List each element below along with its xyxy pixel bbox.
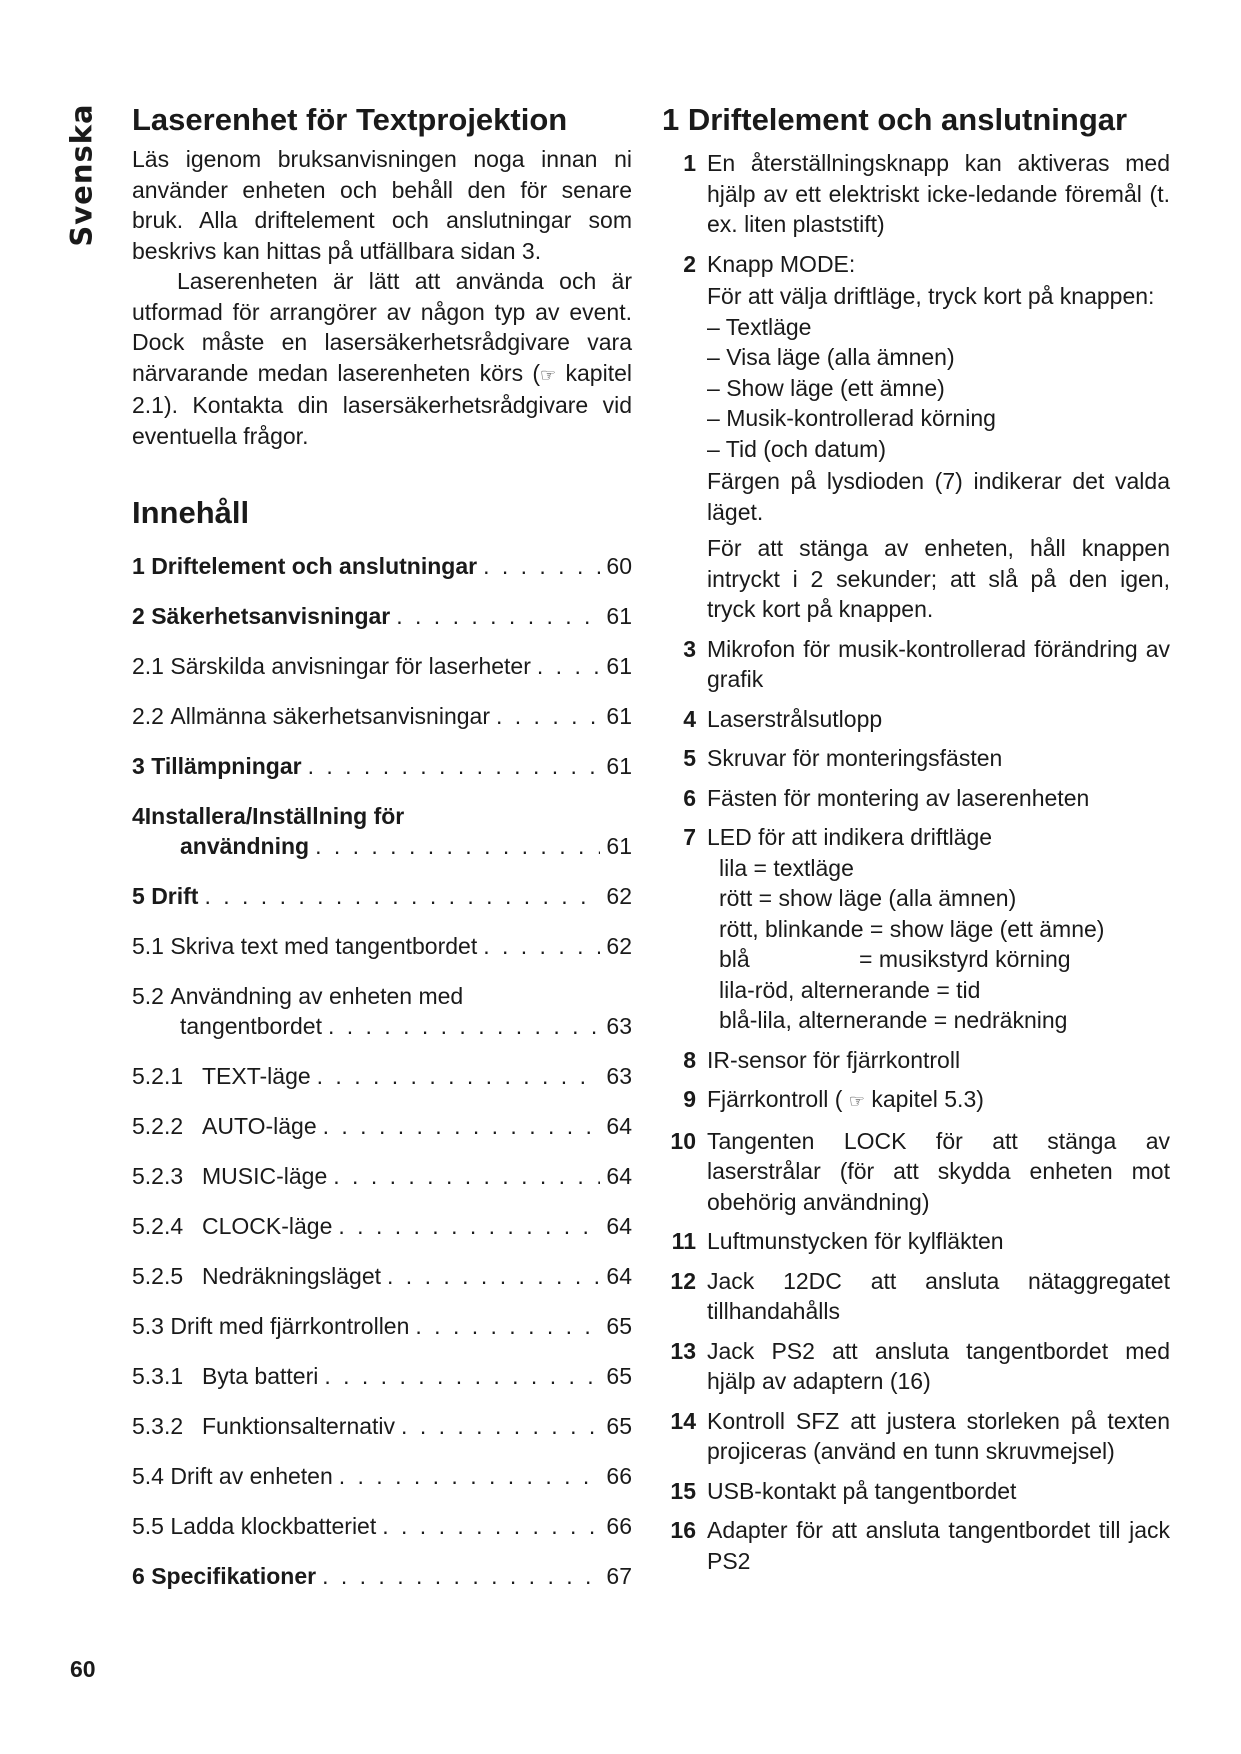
toc-entry-label: Nedräkningsläget (202, 1263, 382, 1289)
toc-leader-dots (483, 551, 600, 581)
toc-entry[interactable] (132, 551, 632, 581)
item-number: 2 (683, 250, 696, 277)
table-of-contents (132, 551, 632, 1591)
item-text: En återställningsknapp kan aktiveras med hjälp av ett elektriskt icke-ledande föremål (t. ex. liten plaststift) (707, 150, 1170, 237)
toc-entry[interactable] (132, 1461, 632, 1491)
toc-entry-label: MUSIC-läge (202, 1163, 328, 1189)
toc-entry-page: 65 (606, 1413, 632, 1439)
list-item (662, 783, 1170, 814)
toc-entry-page: 64 (606, 1213, 632, 1239)
toc-entry-page: 61 (606, 833, 632, 859)
toc-entry-page: 61 (606, 653, 632, 679)
toc-entry[interactable] (132, 1161, 632, 1191)
toc-entry-label: Drift med fjärrkontrollen (170, 1313, 410, 1339)
toc-leader-dots (308, 751, 601, 781)
list-item (662, 1045, 1170, 1076)
toc-entry-label-continued: tangentbordet (180, 1013, 322, 1039)
toc-entry[interactable] (132, 701, 632, 731)
item-number: 12 (670, 1267, 696, 1294)
toc-entry-number: 3 (132, 753, 145, 779)
toc-entry[interactable] (132, 1261, 632, 1291)
item-text: Jack PS2 att ansluta tangentbordet med hjälp av adaptern (16) (707, 1337, 1170, 1394)
pointing-hand-icon: ☞ (540, 364, 557, 385)
item-subtext: Färgen på lysdioden (7) indikerar det valda läget. (707, 468, 1170, 525)
item-text (707, 1084, 1170, 1117)
toc-leader-dots (382, 1511, 600, 1541)
toc-leader-dots (204, 881, 600, 911)
toc-entry-number: 5.2.1 (132, 1063, 184, 1089)
left-column (132, 100, 632, 1611)
mode-option: – Tid (och datum) (707, 434, 1170, 465)
item-number: 15 (670, 1477, 696, 1504)
led-legend (707, 853, 1170, 1036)
list-item (662, 1476, 1170, 1507)
toc-entry-page: 60 (606, 553, 632, 579)
toc-entry-number: 2.1 (132, 653, 164, 679)
toc-entry[interactable] (132, 801, 632, 861)
item-text: Jack 12DC att ansluta nätaggregatet tillhandahålls (707, 1267, 1170, 1324)
toc-entry-label: Skriva text med tangentbordet (170, 933, 478, 959)
toc-entry-label: Driftelement och anslutningar (151, 553, 478, 579)
language-tab (52, 100, 112, 250)
mode-option: – Musik-kontrollerad körning (707, 403, 1170, 434)
toc-entry-label-continued: användning (180, 833, 310, 859)
toc-entry-number: 5 (132, 883, 145, 909)
toc-entry[interactable] (132, 1411, 632, 1441)
toc-entry[interactable] (132, 751, 632, 781)
toc-entry-page: 64 (606, 1263, 632, 1289)
toc-leader-dots (401, 1411, 600, 1441)
item-number: 13 (670, 1337, 696, 1364)
item-text: Skruvar för monteringsfästen (707, 745, 1003, 771)
right-column (662, 100, 1170, 1585)
toc-leader-dots (328, 1011, 600, 1041)
item-number: 9 (683, 1086, 696, 1112)
item-text: Kontroll SFZ att justera storleken på texten projiceras (använd en tunn skruvmejsel) (707, 1407, 1170, 1464)
toc-entry-page: 64 (606, 1163, 632, 1189)
toc-entry-page: 61 (606, 753, 632, 779)
toc-entry[interactable] (132, 1211, 632, 1241)
toc-leader-dots (324, 1361, 600, 1391)
toc-leader-dots (537, 651, 601, 681)
led-legend-row: blå-lila, alternerande = nedräkning (719, 1007, 1068, 1033)
toc-entry[interactable] (132, 1361, 632, 1391)
page-number: 60 (70, 1656, 96, 1682)
list-item (662, 704, 1170, 735)
toc-entry[interactable] (132, 1111, 632, 1141)
intro-paragraph-2-end: kapitel 2.1). Kontakta din lasersäkerhetsrådgivare vid eventuella frågor. (132, 359, 632, 449)
toc-entry[interactable] (132, 981, 632, 1041)
toc-entry-label: Användning av enheten med (170, 983, 464, 1009)
led-legend-row (719, 944, 1170, 975)
toc-entry-label: Ladda klockbatteriet (170, 1513, 377, 1539)
toc-entry-page: 63 (606, 1013, 632, 1039)
item-text-start: Fjärrkontroll ( (707, 1086, 849, 1112)
toc-leader-dots (317, 1061, 601, 1091)
list-item (662, 1266, 1170, 1327)
toc-entry-page: 66 (606, 1513, 632, 1539)
toc-entry[interactable] (132, 601, 632, 631)
toc-entry-label: AUTO-läge (202, 1113, 317, 1139)
led-legend-row: rött = show läge (alla ämnen) (719, 885, 1017, 911)
item-text: USB-kontakt på tangentbordet (707, 1477, 1017, 1504)
item-text: Adapter för att ansluta tangentbordet till jack PS2 (707, 1517, 1170, 1574)
toc-entry-page: 65 (606, 1363, 632, 1389)
toc-entry-number: 2.2 (132, 703, 164, 729)
toc-leader-dots (323, 1111, 601, 1141)
mode-option: – Textläge (707, 312, 1170, 343)
list-item (662, 1406, 1170, 1467)
toc-entry-number: 5.3 (132, 1313, 164, 1339)
toc-entry-label: TEXT-läge (202, 1063, 311, 1089)
list-item (662, 822, 1170, 1036)
item-text: Tangenten LOCK för att stänga av laserstrålar (för att skydda enheten mot obehörig användning) (707, 1127, 1170, 1215)
item-number: 5 (683, 745, 696, 771)
toc-entry-page: 62 (606, 933, 632, 959)
toc-entry-number: 5.5 (132, 1513, 164, 1539)
toc-entry-label: Säkerhetsanvisningar (151, 603, 391, 629)
toc-entry[interactable] (132, 651, 632, 681)
item-number: 16 (670, 1517, 696, 1543)
list-item (662, 249, 1170, 625)
item-number: 7 (683, 824, 696, 850)
list-item (662, 1515, 1170, 1576)
mode-list (707, 312, 1170, 465)
item-text-end: kapitel 5.3) (865, 1086, 984, 1112)
toc-entry[interactable] (132, 931, 632, 961)
item-text: Mikrofon för musik-kontrollerad förändring av grafik (707, 635, 1170, 692)
toc-entry-number: 2 (132, 603, 145, 629)
mode-option: – Show läge (ett ämne) (707, 373, 1170, 404)
toc-leader-dots (496, 701, 600, 731)
toc-leader-dots (339, 1461, 601, 1491)
toc-entry-label: Installera/Inställning för (144, 803, 405, 829)
pointing-hand-icon: ☞ (848, 1091, 865, 1111)
item-number: 3 (683, 635, 696, 662)
toc-entry-label: Drift (151, 883, 199, 909)
led-legend-row: lila = textläge (719, 854, 854, 881)
item-number: 11 (671, 1228, 696, 1254)
toc-entry-number: 5.4 (132, 1463, 164, 1489)
toc-leader-dots (322, 1561, 600, 1591)
toc-entry-number: 5.2.2 (132, 1113, 184, 1139)
item-subtext: För att stänga av enheten, håll knappen intryckt i 2 sekunder; att slå på den igen, tryck kort på knappen. (707, 535, 1170, 622)
toc-leader-dots (415, 1311, 600, 1341)
led-legend-row: rött, blinkande = show läge (ett ämne) (719, 915, 1105, 942)
toc-entry-number: 5.2 (132, 983, 164, 1009)
toc-entry-page: 61 (606, 703, 632, 729)
toc-entry-page: 64 (606, 1113, 632, 1139)
intro-paragraph-1: Läs igenom bruksanvisningen noga innan ni använder enheten och behåll den för senare bruk. Alla driftelement och anslutningar som beskrivs kan hittas på utfällbara sidan 3. (132, 146, 632, 264)
item-number: 4 (683, 705, 696, 732)
toc-entry-number: 5.3.1 (132, 1363, 184, 1389)
toc-leader-dots (387, 1261, 600, 1291)
list-item (662, 148, 1170, 240)
toc-entry[interactable] (132, 1561, 632, 1591)
toc-entry[interactable] (132, 1311, 632, 1341)
toc-entry-label: Specifikationer (151, 1563, 317, 1589)
toc-leader-dots (396, 601, 600, 631)
toc-entry-number: 5.2.4 (132, 1213, 184, 1239)
toc-leader-dots (483, 931, 600, 961)
toc-title: Innehåll (132, 495, 250, 530)
toc-entry[interactable] (132, 1061, 632, 1091)
item-text: LED för att indikera driftläge (707, 824, 993, 850)
list-item (662, 1226, 1170, 1257)
item-text: Luftmunstycken för kylfläkten (707, 1228, 1004, 1254)
toc-entry-page: 63 (606, 1063, 632, 1089)
toc-entry-number: 5.2.5 (132, 1263, 184, 1289)
toc-entry-number: 1 (132, 553, 145, 579)
toc-entry-number: 4 (132, 803, 145, 829)
toc-entry-number: 6 (132, 1563, 145, 1589)
language-label: Svenska (65, 103, 100, 247)
toc-entry-label: Särskilda anvisningar för laserheter (170, 653, 531, 679)
item-text: IR-sensor för fjärrkontroll (707, 1046, 961, 1073)
item-number: 14 (670, 1407, 696, 1434)
led-meaning: = musikstyrd körning (859, 946, 1071, 972)
toc-entry-page: 66 (606, 1463, 632, 1489)
intro-paragraph-2-start: Laserenheten är lätt att använda och är utformad för arrangörer av någon typ av event. Dock måste en lasersäkerhetsrådgivare vara närvarande medan laserenheten körs ( (132, 268, 632, 386)
toc-leader-dots (315, 831, 600, 861)
list-item (662, 1084, 1170, 1117)
toc-entry[interactable] (132, 881, 632, 911)
item-number: 10 (670, 1127, 696, 1154)
controls-title: 1 Driftelement och anslutningar (662, 102, 1128, 137)
item-text: Knapp MODE: (707, 250, 856, 277)
toc-entry-page: 67 (606, 1563, 632, 1589)
toc-entry-number: 5.1 (132, 933, 164, 959)
mode-option: – Visa läge (alla ämnen) (707, 342, 1170, 373)
toc-entry-label: Funktionsalternativ (202, 1413, 396, 1439)
toc-entry-label: CLOCK-läge (202, 1213, 333, 1239)
toc-entry-page: 65 (606, 1313, 632, 1339)
toc-entry-number: 5.3.2 (132, 1413, 184, 1439)
item-text: Laserstrålsutlopp (707, 705, 883, 732)
toc-entry-page: 62 (606, 883, 632, 909)
toc-entry-label: Byta batteri (202, 1363, 319, 1389)
toc-entry[interactable] (132, 1511, 632, 1541)
toc-entry-label: Tillämpningar (151, 753, 302, 779)
intro-title: Laserenhet för Textprojektion (132, 102, 568, 137)
toc-entry-label: Allmänna säkerhetsanvisningar (170, 703, 490, 729)
toc-leader-dots (333, 1161, 600, 1191)
controls-list (662, 148, 1170, 1576)
led-legend-row: lila-röd, alternerande = tid (719, 976, 981, 1003)
toc-entry-number: 5.2.3 (132, 1163, 184, 1189)
list-item (662, 1336, 1170, 1397)
led-color: blå (719, 946, 750, 972)
item-text: Fästen för montering av laserenheten (707, 784, 1090, 811)
toc-entry-label: Drift av enheten (170, 1463, 333, 1489)
item-subtext: För att välja driftläge, tryck kort på knappen: (707, 283, 1155, 309)
list-item (662, 1126, 1170, 1218)
item-number: 1 (683, 150, 696, 176)
toc-entry-page: 61 (606, 603, 632, 629)
item-number: 6 (683, 784, 696, 811)
item-number: 8 (683, 1046, 696, 1073)
list-item (662, 634, 1170, 695)
intro-paragraph-2 (132, 266, 632, 451)
list-item (662, 743, 1170, 774)
toc-leader-dots (338, 1211, 600, 1241)
